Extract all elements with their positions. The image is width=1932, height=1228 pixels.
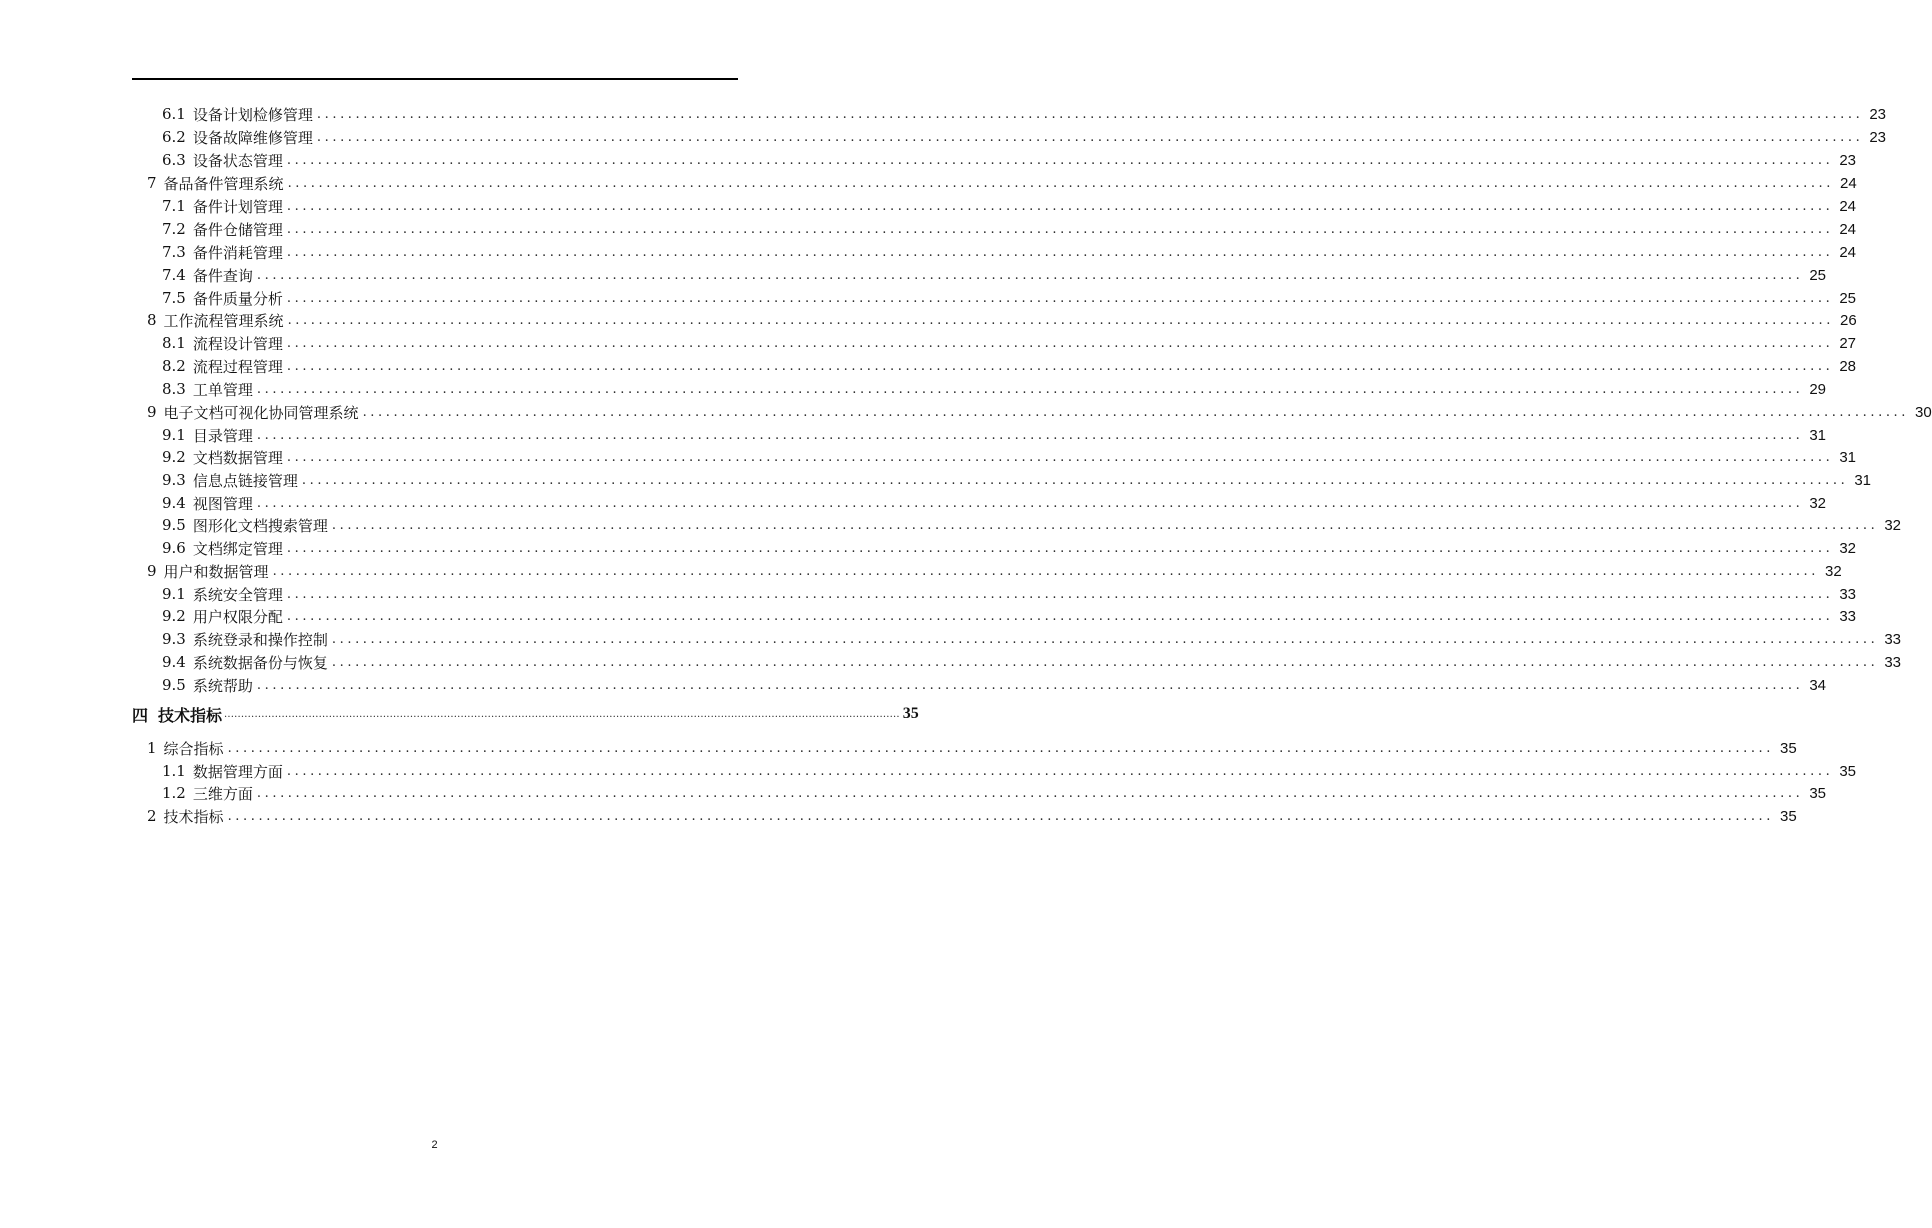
toc-entry-page: 35 [1780, 807, 1797, 825]
toc-entry[interactable] [162, 446, 1857, 468]
toc-entry-title: 数据管理方面 [192, 762, 283, 781]
toc-entry[interactable] [162, 424, 1827, 446]
toc-entry-page: 33 [1884, 653, 1902, 671]
toc-entry-number: 1.2 [162, 784, 186, 802]
toc-entry-page: 23 [1839, 151, 1857, 169]
toc-dot-leader: ........................................................................................................................................................................................................ [331, 654, 1879, 670]
toc-entry-number: 2 [147, 807, 157, 825]
toc-entry-page: 24 [1839, 220, 1857, 238]
toc-entry-number: 9.3 [162, 471, 186, 489]
toc-dot-leader: ........................................................................................................................................................................................................ [287, 175, 1835, 191]
toc-entry-page: 35 [902, 705, 919, 722]
toc-entry-page: 33 [1839, 585, 1857, 603]
toc-entry-page: 32 [1884, 516, 1902, 534]
toc-entry-title: 工作流程管理系统 [163, 311, 284, 330]
toc-entry-number: 9.2 [162, 448, 186, 466]
toc-entry-page: 25 [1809, 266, 1827, 284]
toc-entry[interactable] [162, 355, 1857, 377]
toc-entry[interactable] [162, 651, 1902, 673]
toc-dot-leader: ........................................................................................................................................................................................................ [256, 381, 1804, 397]
toc-dot-leader: ........................................................................................................................................................................................................ [286, 540, 1834, 556]
toc-entry-title: 备件计划管理 [192, 197, 283, 216]
toc-entry[interactable] [162, 514, 1902, 536]
toc-entry-title: 备件查询 [192, 266, 253, 285]
toc-dot-leader: ........................................................................................................................................................................................................ [256, 785, 1804, 801]
toc-entry-number: 9 [147, 562, 157, 580]
toc-entry-page: 31 [1854, 471, 1872, 489]
toc-entry[interactable] [162, 492, 1827, 514]
toc-entry-page: 27 [1839, 334, 1857, 352]
toc-dot-leader: ........................................................................................................................................................................................................ [286, 586, 1834, 602]
toc-entry-title: 技术指标 [158, 705, 223, 725]
toc-entry[interactable] [147, 401, 1932, 423]
toc-dot-leader: ........................................................................................................................................................................................................ [256, 677, 1804, 693]
toc-entry-title: 综合指标 [163, 739, 224, 758]
toc-entry[interactable] [162, 537, 1857, 559]
toc-entry-title: 备件仓储管理 [192, 220, 283, 239]
toc-entry[interactable] [147, 172, 1857, 194]
toc-entry-number: 7.2 [162, 220, 186, 238]
toc-entry[interactable] [162, 287, 1857, 309]
header-rule [132, 78, 738, 80]
toc-entry-number: 9.4 [162, 494, 186, 512]
toc-entry-title: 文档绑定管理 [192, 539, 283, 558]
toc-entry[interactable] [162, 126, 1887, 148]
toc-dot-leader: ........................................................................................................................................................................................................ [287, 312, 1835, 328]
toc-entry-number: 1 [147, 739, 157, 757]
toc-entry-page: 32 [1809, 494, 1827, 512]
toc-entry-title: 系统数据备份与恢复 [192, 653, 328, 672]
toc-dot-leader: ........................................................................................................................................................................................................ [316, 129, 1864, 145]
toc-entry-title: 设备计划检修管理 [192, 105, 313, 124]
toc-dot-leader: ........................................................................................................................................................................................................ [286, 152, 1834, 168]
toc-dot-leader: ........................................................................................................................................................................................................ [331, 631, 1879, 647]
toc-dot-leader: ........................................................................................................................................................................................................ [286, 335, 1834, 351]
toc-entry[interactable] [162, 195, 1857, 217]
toc-entry-number: 8.3 [162, 380, 186, 398]
toc-dot-leader: ........................................................................................................................................................................................................ [316, 106, 1864, 122]
toc-dot-leader: ........................................................................................................................................................................................................ [286, 244, 1834, 260]
page-number: 2 [431, 1139, 438, 1151]
toc-entry-number: 9.5 [162, 516, 186, 534]
toc-entry-number: 7.3 [162, 243, 186, 261]
toc-entry[interactable] [162, 583, 1857, 605]
toc-entry-number: 9.6 [162, 539, 186, 557]
toc-entry-number: 7.1 [162, 197, 186, 215]
toc-dot-leader: ........................................................................................................................................................................................................ [227, 740, 1775, 756]
toc-entry[interactable] [162, 605, 1857, 627]
toc-entry[interactable] [147, 805, 1797, 827]
toc-entry-number: 9.1 [162, 426, 186, 444]
toc-dot-leader: ........................................................................................................................................................................................................ [272, 563, 1820, 579]
toc-entry-number: 8.1 [162, 334, 186, 352]
toc-dot-leader: ........................................................................................................................................................................................................ [286, 358, 1834, 374]
toc-entry-page: 32 [1839, 539, 1857, 557]
toc-entry-title: 工单管理 [192, 380, 253, 399]
toc-entry-page: 34 [1809, 676, 1827, 694]
toc-entry[interactable] [147, 737, 1797, 759]
toc-entry-title: 备品备件管理系统 [163, 174, 284, 193]
toc-entry-page: 24 [1839, 197, 1857, 215]
toc-entry-title: 流程过程管理 [192, 357, 283, 376]
toc-entry-page: 28 [1839, 357, 1857, 375]
toc-entry-number: 8 [147, 311, 157, 329]
toc-entry-page: 29 [1809, 380, 1827, 398]
toc-entry-title: 用户和数据管理 [163, 562, 269, 581]
toc-entry[interactable] [147, 309, 1857, 331]
toc-entry[interactable] [162, 264, 1827, 286]
toc-entry[interactable] [162, 149, 1857, 171]
toc-dot-leader: ........................................................................................................................................................................................................ [256, 427, 1804, 443]
toc-entry-page: 33 [1884, 630, 1902, 648]
toc-entry[interactable] [132, 703, 919, 725]
toc-entry-number: 1.1 [162, 762, 186, 780]
toc-entry-title: 目录管理 [192, 426, 253, 445]
toc-dot-leader: ........................................................................................................................................................................................................ [286, 290, 1834, 306]
toc-dot-leader: ........................................................................................................................................................................................................ [362, 404, 1910, 420]
toc-dot-leader: ........................................................................................................................................................................................................ [256, 267, 1804, 283]
toc-entry-number: 四 [132, 705, 149, 725]
toc-entry-title: 视图管理 [192, 494, 253, 513]
toc-entry-number: 9 [147, 403, 157, 421]
toc-dot-leader: ........................................................................................................................................................................................................ [286, 221, 1834, 237]
toc-entry-page: 24 [1840, 174, 1857, 192]
toc-entry-page: 35 [1839, 762, 1857, 780]
toc-entry-page: 30 [1915, 403, 1932, 421]
toc-entry-page: 26 [1840, 311, 1857, 329]
toc-entry[interactable] [162, 218, 1857, 240]
toc-dot-leader: ........................................................................................................................................................................................................ [331, 517, 1879, 533]
toc-entry-page: 35 [1809, 784, 1827, 802]
toc-entry-number: 9.1 [162, 585, 186, 603]
toc-entry-title: 设备故障维修管理 [192, 128, 313, 147]
toc-entry[interactable] [162, 760, 1857, 782]
toc-entry-page: 35 [1780, 739, 1797, 757]
toc-dot-leader: ........................................................................................................................................................................................................ [286, 608, 1834, 624]
toc-entry-page: 31 [1809, 426, 1827, 444]
toc-entry-page: 25 [1839, 289, 1857, 307]
toc-entry-page: 24 [1839, 243, 1857, 261]
toc-entry-number: 9.2 [162, 607, 186, 625]
toc-dot-leader: ........................................................................................................................................................................................................ [286, 198, 1834, 214]
toc-entry[interactable] [147, 560, 1842, 582]
toc-entry-page: 23 [1869, 128, 1887, 146]
toc-dot-leader: ........................................................................................................................................................................................................ [224, 708, 900, 720]
toc-entry-number: 9.3 [162, 630, 186, 648]
toc-dot-leader: ........................................................................................................................................................................................................ [256, 495, 1804, 511]
toc-entry-title: 设备状态管理 [192, 151, 283, 170]
toc-entry-number: 7.4 [162, 266, 186, 284]
toc-entry-title: 用户权限分配 [192, 607, 283, 626]
toc-entry-number: 9.5 [162, 676, 186, 694]
toc-entry-number: 9.4 [162, 653, 186, 671]
toc-entry-title: 图形化文档搜索管理 [192, 516, 328, 535]
toc-entry-title: 技术指标 [163, 807, 224, 826]
toc-entry-number: 7.5 [162, 289, 186, 307]
toc-entry-page: 32 [1825, 562, 1842, 580]
toc-entry[interactable] [162, 103, 1887, 125]
toc-entry-page: 31 [1839, 448, 1857, 466]
toc-entry-number: 8.2 [162, 357, 186, 375]
toc-entry-title: 备件消耗管理 [192, 243, 283, 262]
toc-entry-title: 电子文档可视化协同管理系统 [163, 403, 359, 422]
toc-entry[interactable] [162, 469, 1872, 491]
toc-entry-title: 三维方面 [192, 784, 253, 803]
toc-entry-title: 流程设计管理 [192, 334, 283, 353]
toc-entry-title: 文档数据管理 [192, 448, 283, 467]
toc-dot-leader: ........................................................................................................................................................................................................ [286, 449, 1834, 465]
toc-entry[interactable] [162, 782, 1827, 804]
toc-entry[interactable] [162, 674, 1827, 696]
toc-dot-leader: ........................................................................................................................................................................................................ [286, 763, 1834, 779]
toc-entry-title: 备件质量分析 [192, 289, 283, 308]
toc-entry[interactable] [162, 378, 1827, 400]
toc-entry-number: 6.3 [162, 151, 186, 169]
toc-entry-number: 7 [147, 174, 157, 192]
toc-entry[interactable] [162, 241, 1857, 263]
toc-entry-number: 6.2 [162, 128, 186, 146]
toc-entry-page: 23 [1869, 105, 1887, 123]
toc-entry-title: 系统安全管理 [192, 585, 283, 604]
toc-dot-leader: ........................................................................................................................................................................................................ [227, 808, 1775, 824]
toc-entry-number: 6.1 [162, 105, 186, 123]
toc-entry-page: 33 [1839, 607, 1857, 625]
toc-entry[interactable] [162, 332, 1857, 354]
toc-dot-leader: ........................................................................................................................................................................................................ [301, 472, 1849, 488]
toc-entry-title: 系统登录和操作控制 [192, 630, 328, 649]
toc-entry-title: 系统帮助 [192, 676, 253, 695]
toc-entry[interactable] [162, 628, 1902, 650]
toc-entry-title: 信息点链接管理 [192, 471, 298, 490]
